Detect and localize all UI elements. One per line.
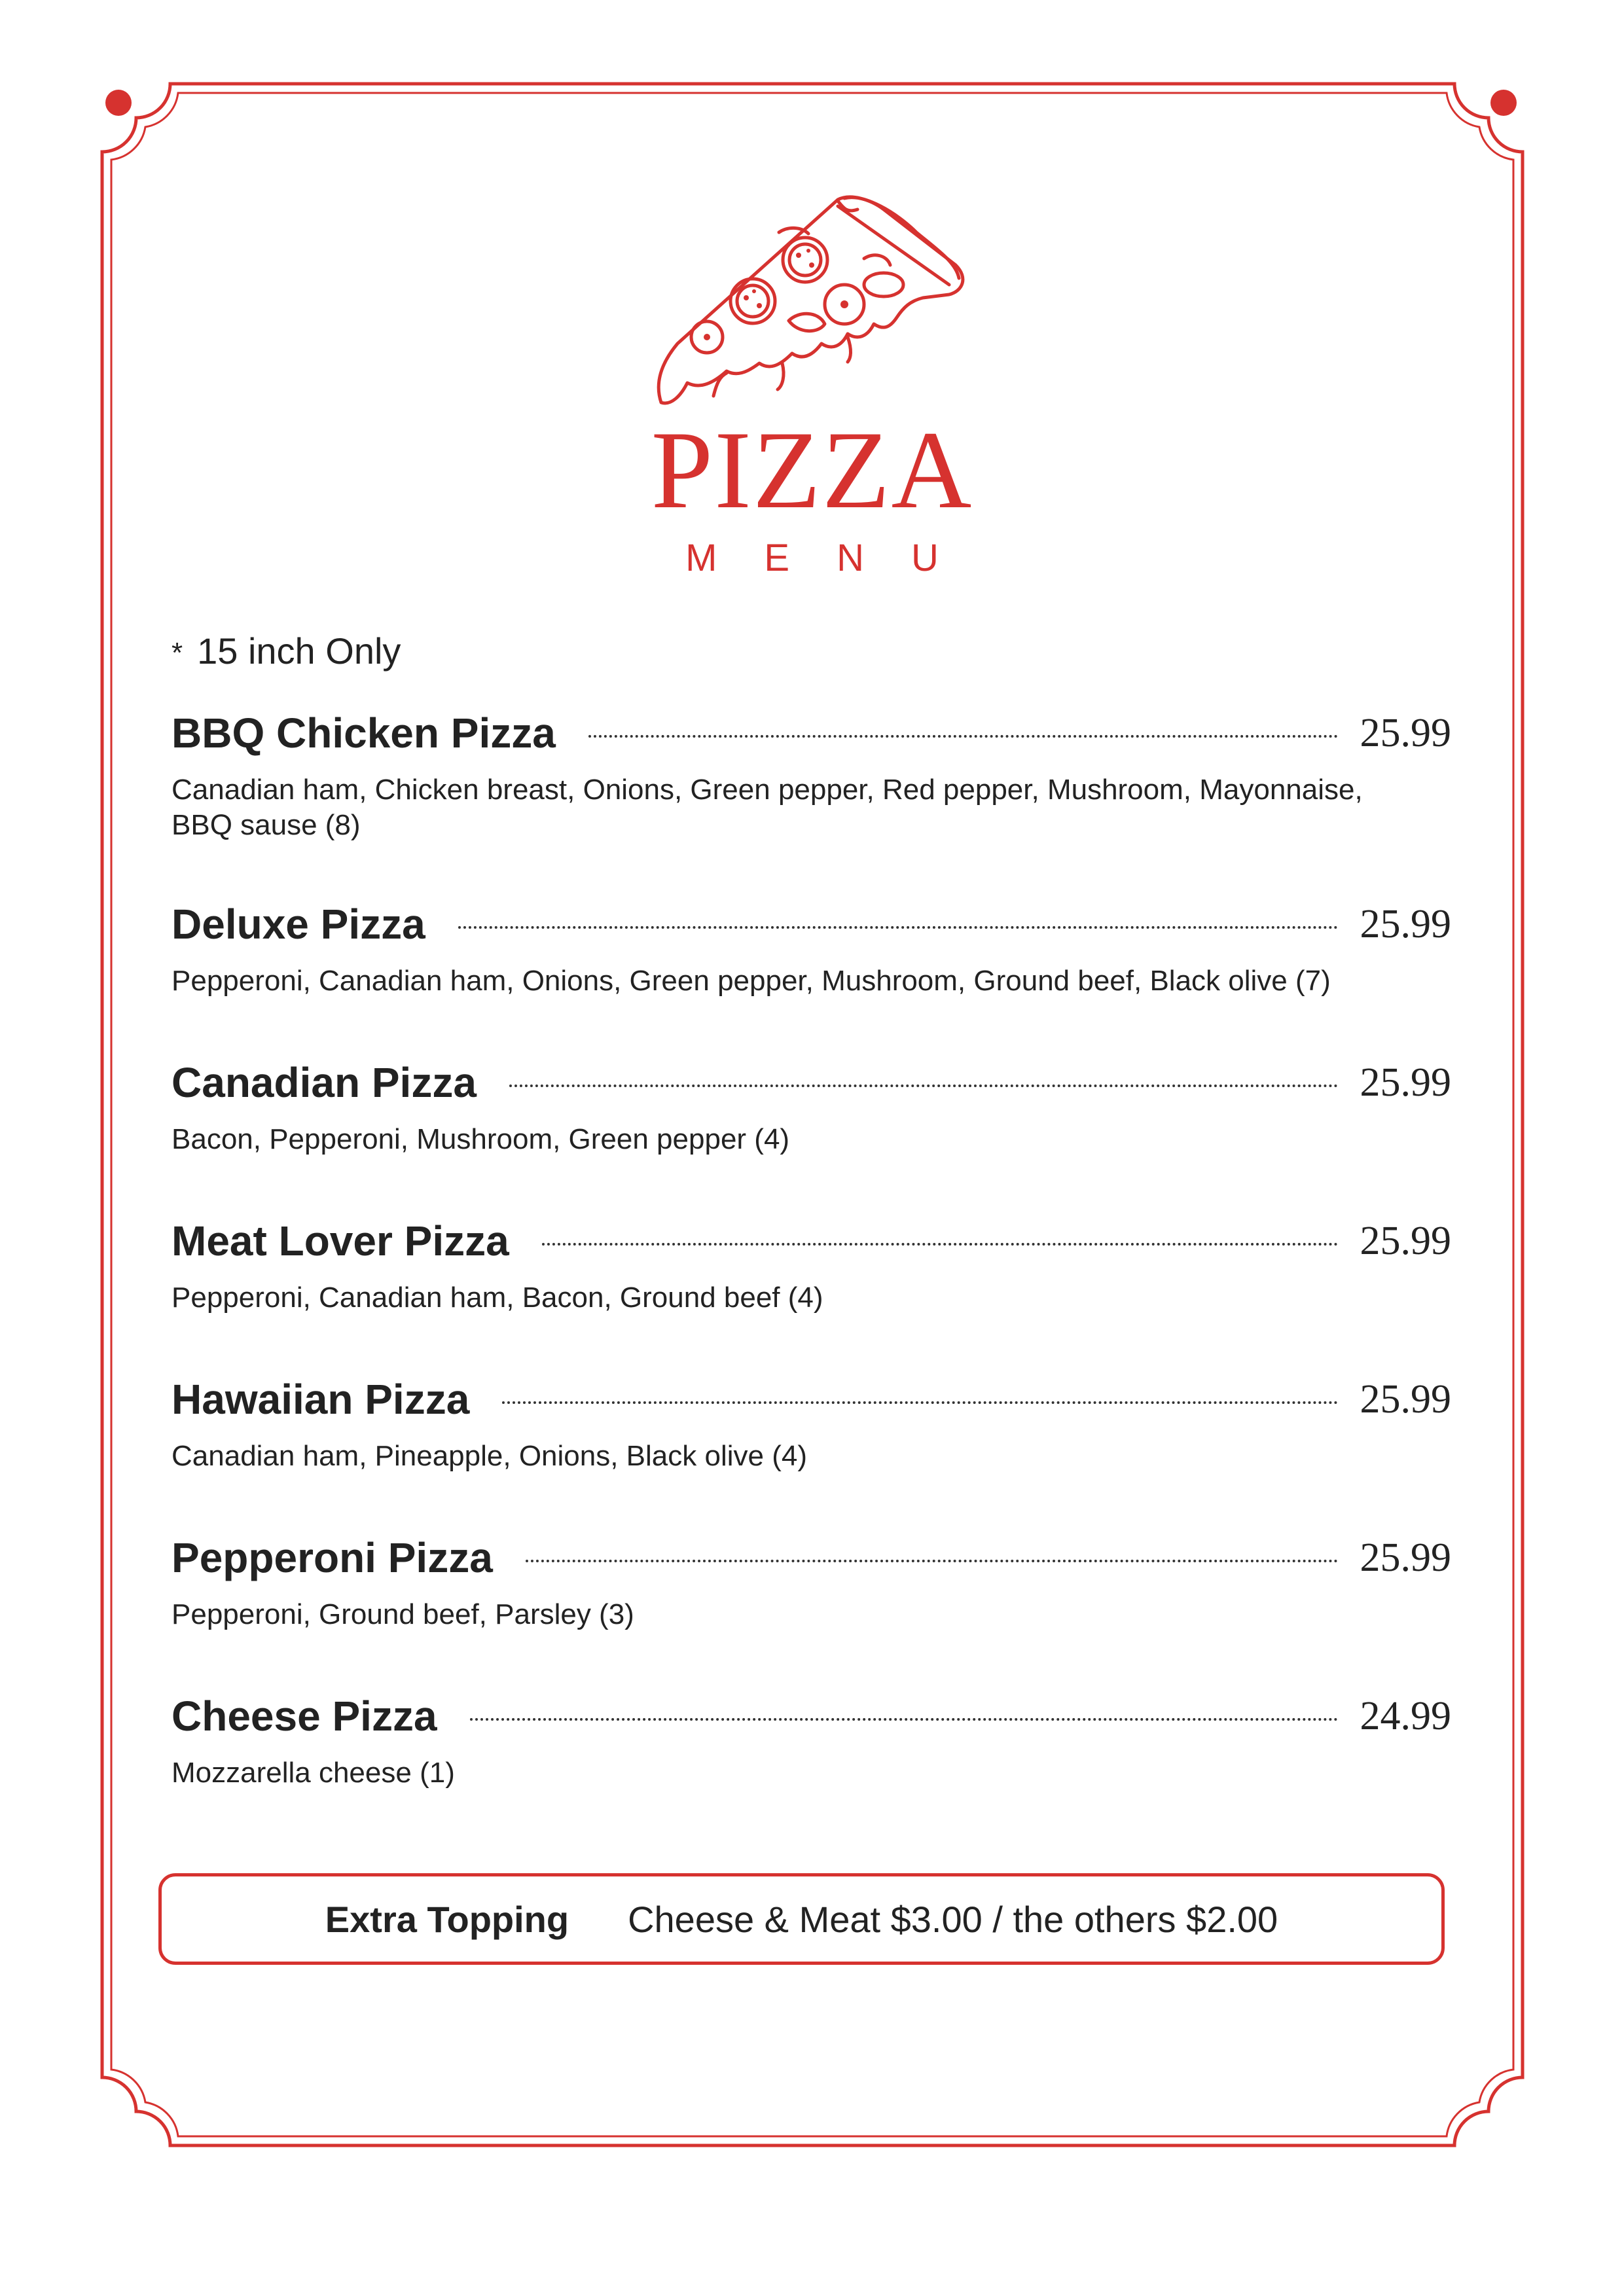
dotted-leader: [458, 926, 1338, 929]
asterisk-icon: *: [171, 637, 183, 669]
corner-dot-left: [105, 90, 132, 116]
dotted-leader: [470, 1718, 1338, 1721]
item-description: Pepperoni, Ground beef, Parsley (3): [171, 1598, 634, 1630]
item-name: Meat Lover Pizza: [171, 1217, 509, 1265]
menu-subtitle: MENU: [685, 537, 986, 579]
menu-item-meat-lover: [171, 1215, 1451, 1316]
item-name: Canadian Pizza: [171, 1059, 477, 1106]
dotted-leader: [542, 1243, 1338, 1246]
extra-topping-detail: Cheese & Meat $3.00 / the others $2.00: [628, 1898, 1278, 1940]
item-price: 25.99: [1360, 1218, 1451, 1263]
dotted-leader: [588, 735, 1338, 738]
menu-item-bbq-chicken: [171, 707, 1451, 843]
size-note: [171, 628, 401, 676]
item-description: Canadian ham, Pineapple, Onions, Black olive (4): [171, 1440, 807, 1472]
menu-item-pepperoni: [171, 1532, 1451, 1632]
size-note-text: 15 inch Only: [197, 630, 401, 672]
item-price: 25.99: [1360, 901, 1451, 946]
item-name: Deluxe Pizza: [171, 901, 425, 948]
item-name: BBQ Chicken Pizza: [171, 709, 556, 757]
menu-title: PIZZA: [651, 408, 973, 531]
item-price: 25.99: [1360, 1060, 1451, 1105]
dotted-leader: [502, 1401, 1337, 1404]
item-description: Pepperoni, Canadian ham, Onions, Green pepper, Mushroom, Ground beef, Black olive (7): [171, 965, 1331, 997]
item-price: 25.99: [1360, 710, 1451, 755]
item-price: 25.99: [1360, 1535, 1451, 1580]
item-description: Bacon, Pepperoni, Mushroom, Green pepper (4): [171, 1123, 790, 1155]
item-name: Cheese Pizza: [171, 1693, 437, 1740]
dotted-leader: [526, 1560, 1338, 1562]
corner-dot-right: [1490, 90, 1517, 116]
extra-topping-label: Extra Topping: [325, 1898, 569, 1940]
item-name: Hawaiian Pizza: [171, 1376, 470, 1423]
item-description: Mozzarella cheese (1): [171, 1757, 455, 1789]
menu-item-deluxe: [171, 898, 1451, 999]
item-description: Pepperoni, Canadian ham, Bacon, Ground beef (4): [171, 1282, 823, 1314]
item-description: Canadian ham, Chicken breast, Onions, Green pepper, Red pepper, Mushroom, Mayonnaise, BBQ sause (8): [171, 774, 1363, 841]
dotted-leader: [509, 1085, 1338, 1087]
item-name: Pepperoni Pizza: [171, 1534, 493, 1581]
menu-item-hawaiian: [171, 1373, 1451, 1474]
pizza-slice-icon: [648, 187, 975, 416]
menu-item-canadian: [171, 1056, 1451, 1157]
extra-topping-box: [158, 1873, 1445, 1965]
item-price: 24.99: [1360, 1693, 1451, 1738]
item-price: 25.99: [1360, 1376, 1451, 1422]
menu-item-cheese: [171, 1690, 1451, 1791]
